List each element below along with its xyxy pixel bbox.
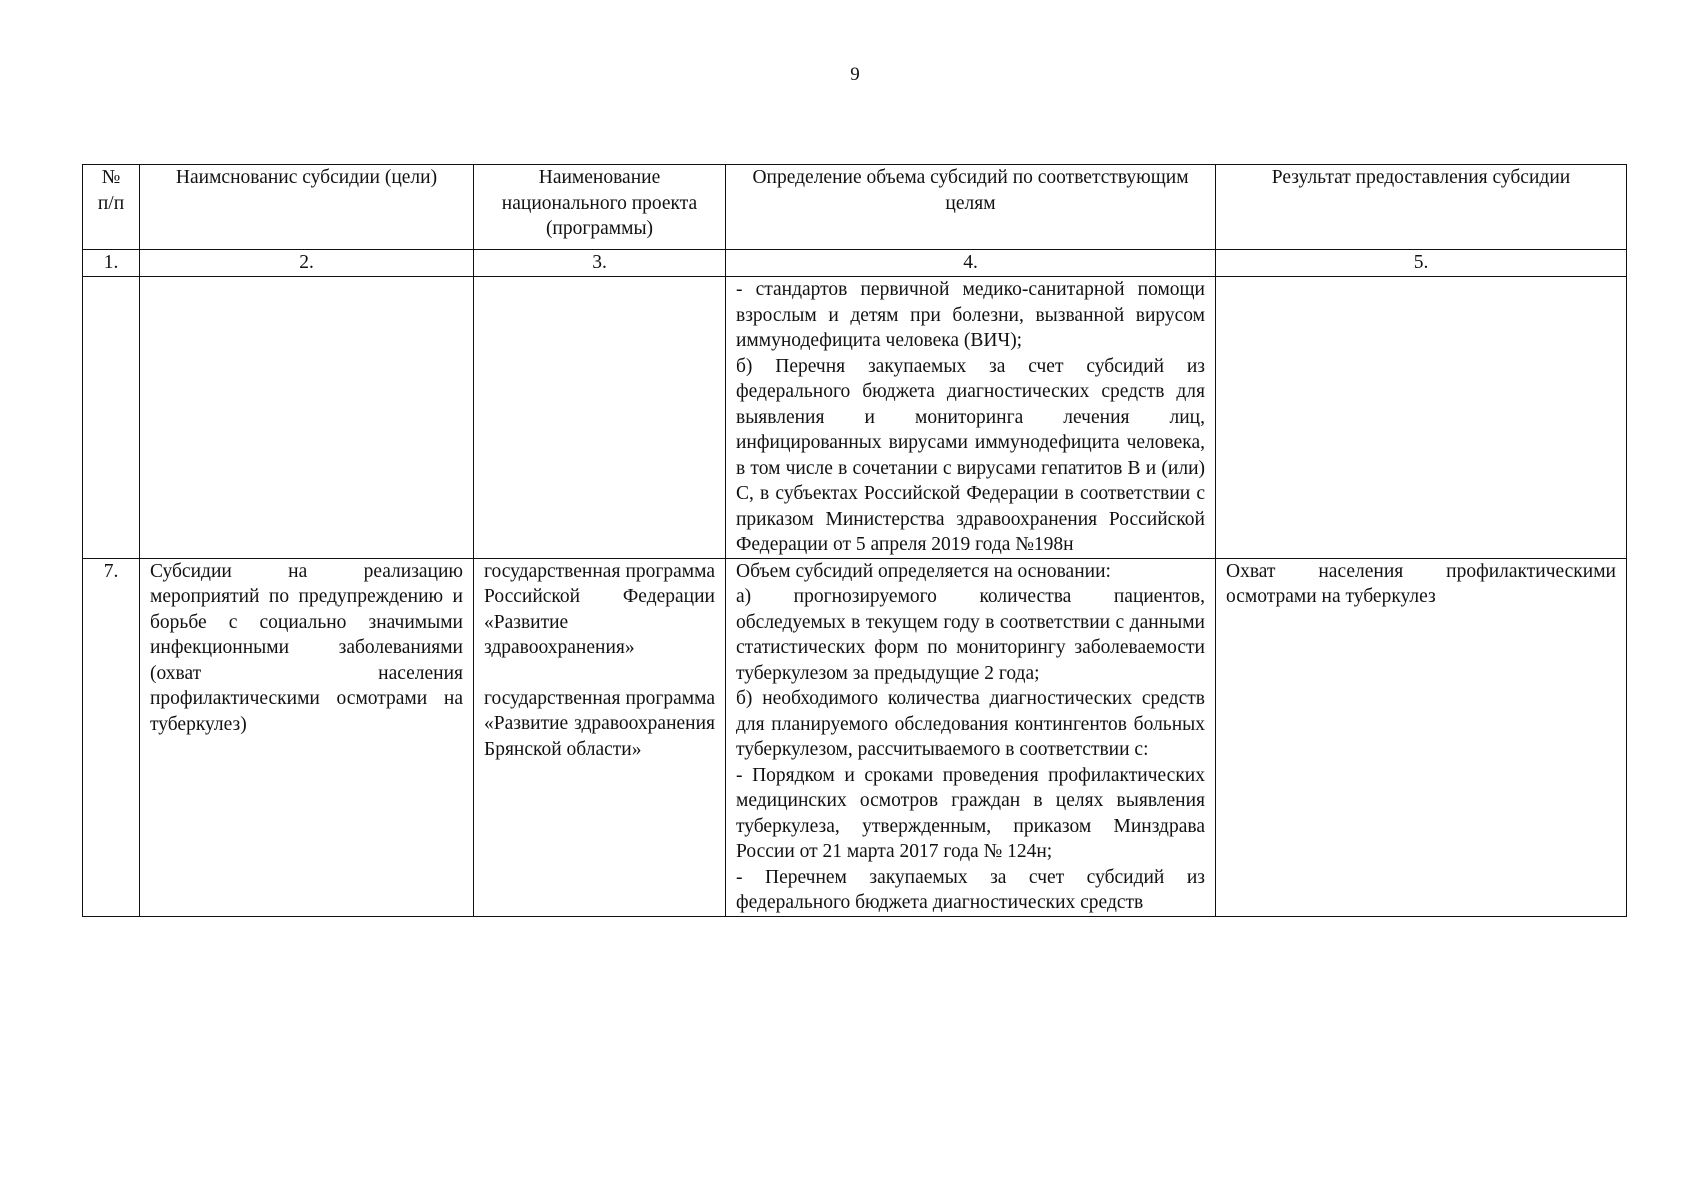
program-federal: государственная программа Российской Федерации «Развитие здравоохранения»	[484, 560, 715, 658]
table-header-row	[83, 165, 1627, 250]
volume-standards-text: - стандартов первичной медико-санитарной помощи взрослым и детям при болезни, вызванной вирусом иммунодефицита человека (ВИЧ);	[736, 279, 1205, 351]
subsidy-table	[82, 164, 1627, 917]
volume-item-b1: - Порядком и сроками проведения профилактических медицинских осмотров граждан в целях выявления туберкулеза, утвержденным, приказом Минздрава России от 21 марта 2017 года № 124н;	[736, 764, 1205, 862]
column-number-5: 5.	[1216, 250, 1627, 277]
cell-subsidy-name: Субсидии на реализацию мероприятий по предупреждению и борьбе с социально значимыми инфекционными заболеваниями (охват населения профилактическими осмотрами на туберкулез)	[140, 558, 474, 916]
volume-intro: Объем субсидий определяется на основании:	[736, 560, 1111, 582]
cell-empty	[140, 277, 474, 559]
header-subsidy-name: Наимснованис субсидии (цели)	[140, 165, 474, 250]
spacer	[484, 661, 715, 686]
volume-item-b2: - Перечнем закупаемых за счет субсидий из федерального бюджета диагностических средств	[736, 866, 1205, 913]
cell-national-project	[474, 558, 726, 916]
header-result: Результат предоставления субсидии	[1216, 165, 1627, 250]
column-number-1: 1.	[83, 250, 140, 277]
cell-volume-continuation	[726, 277, 1216, 559]
cell-volume-definition	[726, 558, 1216, 916]
column-number-3: 3.	[474, 250, 726, 277]
header-number: № п/п	[83, 165, 140, 250]
program-regional: государственная программа «Развитие здравоохранения Брянской области»	[484, 687, 715, 760]
column-number-row	[83, 250, 1627, 277]
page-number: 9	[850, 64, 860, 85]
header-national-project: Наименование национального проекта (программы)	[474, 165, 726, 250]
table-row-continuation	[83, 277, 1627, 559]
cell-empty	[474, 277, 726, 559]
header-volume-definition: Определение объема субсидий по соответствующим целям	[726, 165, 1216, 250]
cell-result: Охват населения профилактическими осмотрами на туберкулез	[1216, 558, 1627, 916]
table-row-7	[83, 558, 1627, 916]
volume-item-a: а) прогнозируемого количества пациентов, обследуемых в текущем году в соответствии с данными статистических форм по мониторингу заболеваемости туберкулезом за предыдущие 2 года;	[736, 586, 1205, 684]
row-number: 7.	[83, 558, 140, 916]
volume-item-b: б) необходимого количества диагностических средств для планируемого обследования контингентов больных туберкулезом, рассчитываемого в соответствии с:	[736, 688, 1205, 760]
volume-list-text: б) Перечня закупаемых за счет субсидий из федерального бюджета диагностических средств для выявления и мониторинга лечения лиц, инфицированных вирусами иммунодефицита человека, в том числе в сочетании с вирусами гепатитов В и (или) С, в субъектах Российской Федерации в соответствии с приказом Министерства здравоохранения Российской Федерации от 5 апреля 2019 года №198н	[736, 355, 1205, 555]
column-number-4: 4.	[726, 250, 1216, 277]
column-number-2: 2.	[140, 250, 474, 277]
cell-empty	[83, 277, 140, 559]
cell-empty	[1216, 277, 1627, 559]
